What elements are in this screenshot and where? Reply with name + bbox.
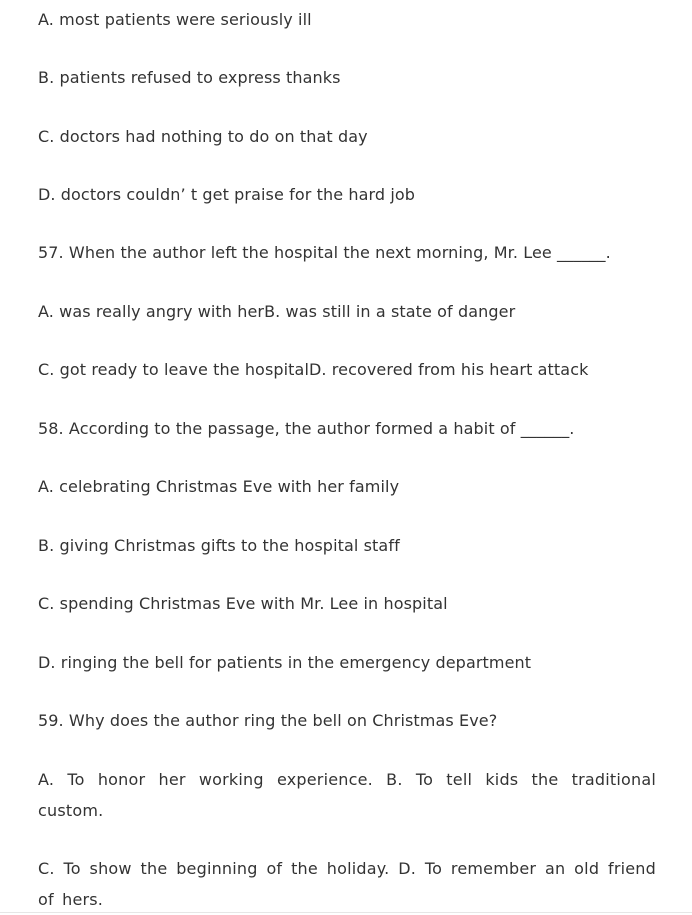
q58-option-a: A. celebrating Christmas Eve with her family <box>38 477 400 496</box>
question-58: 58. According to the passage, the author formed a habit of ______. <box>38 419 575 438</box>
q58-option-b: B. giving Christmas gifts to the hospital staff <box>38 536 400 555</box>
q56-option-c: C. doctors had nothing to do on that day <box>38 127 368 146</box>
q59-options-a-b: A. To honor her working experience. B. To tell kids the traditional custom. <box>38 770 656 820</box>
q58-option-c: C. spending Christmas Eve with Mr. Lee in hospital <box>38 594 448 613</box>
q57-options-c-d: C. got ready to leave the hospitalD. recovered from his heart attack <box>38 360 589 379</box>
question-57: 57. When the author left the hospital the next morning, Mr. Lee ______. <box>38 243 611 262</box>
bottom-divider <box>0 912 692 913</box>
q56-option-d: D. doctors couldn’ t get praise for the hard job <box>38 185 416 204</box>
q56-option-b: B. patients refused to express thanks <box>38 68 341 87</box>
q58-option-d: D. ringing the bell for patients in the emergency department <box>38 653 532 672</box>
q57-options-a-b: A. was really angry with herB. was still in a state of danger <box>38 302 516 321</box>
question-59: 59. Why does the author ring the bell on Christmas Eve? <box>38 711 498 730</box>
q56-option-a: A. most patients were seriously ill <box>38 10 312 29</box>
q59-options-c-d: C. To show the beginning of the holiday. D. To remember an old friend of hers. <box>38 859 656 909</box>
